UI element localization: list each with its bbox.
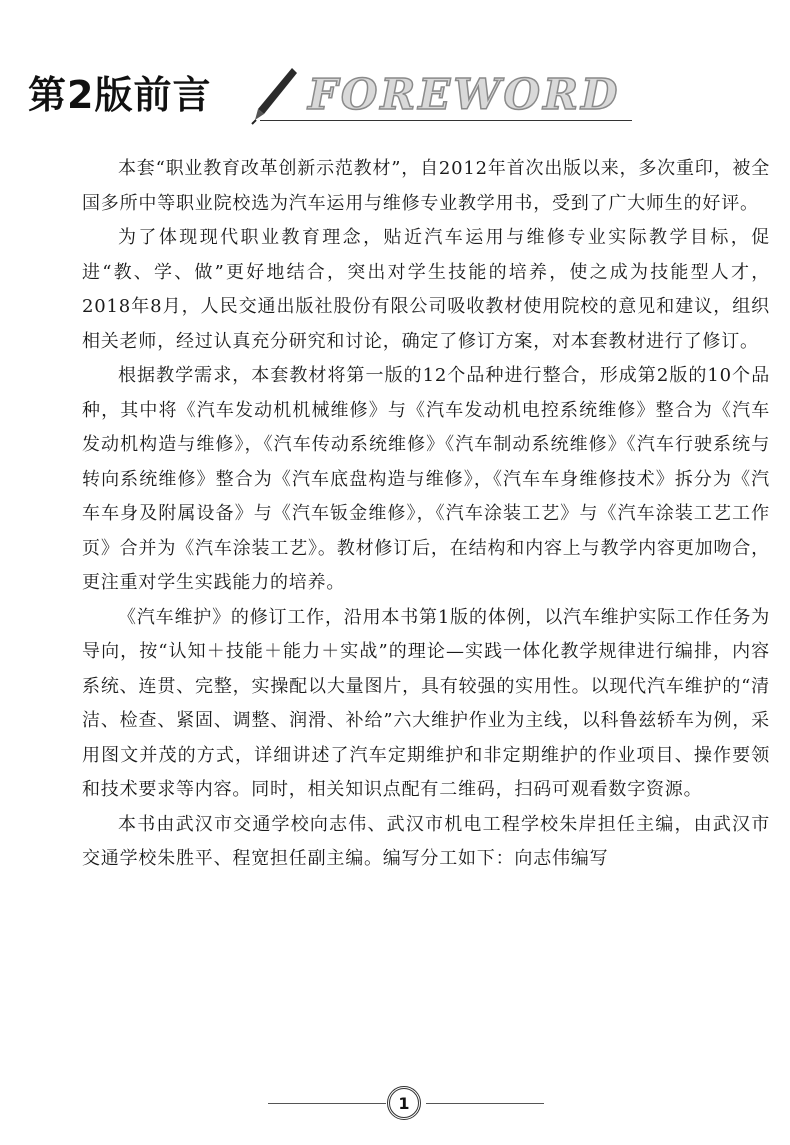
paragraph-1: 本套“职业教育改革创新示范教材”，自2012年首次出版以来，多次重印，被全国多所中等职业院校选为汽车运用与维修专业教学用书，受到了广大师生的好评。 bbox=[82, 158, 770, 214]
page-number: 1 bbox=[387, 1086, 421, 1120]
chapter-title-english: FOREWORD bbox=[308, 70, 621, 119]
paragraph-5: 本书由武汉市交通学校向志伟、武汉市机电工程学校朱岸担任主编，由武汉市交通学校朱胜平、程宽担任副主编。编写分工如下：向志伟编写 bbox=[82, 813, 770, 869]
paragraph-2: 为了体现现代职业教育理念，贴近汽车运用与维修专业实际教学目标，促进“教、学、做”更好地结合，突出对学生技能的培养，使之成为技能型人才，2018年8月，人民交通出版社股份有限公司吸收教材使用院校的意见和建议，组织相关老师，经过认真充分研究和讨论，确定了修订方案，对本套教材进行了修订。 bbox=[82, 227, 770, 352]
page-footer bbox=[240, 1082, 560, 1122]
chapter-title: 第2版前言 bbox=[28, 73, 212, 117]
title-underline bbox=[260, 120, 632, 121]
page-header bbox=[28, 56, 621, 136]
foreword-body bbox=[82, 152, 770, 877]
paragraph-3: 根据教学需求，本套教材将第一版的12个品种进行整合，形成第2版的10个品种，其中将《汽车发动机机械维修》与《汽车发动机电控系统维修》整合为《汽车发动机构造与维修》，《汽车传动系统维修》《汽车制动系统维修》《汽车行驶系统与转向系统维修》整合为《汽车底盘构造与维修》，《汽车车身维修技术》拆分为《汽车车身及附属设备》与《汽车钣金维修》，《汽车涂装工艺》与《汽车涂装工艺工作页》合并为《汽车涂装工艺》。教材修订后，在结构和内容上与教学内容更加吻合，更注重对学生实践能力的培养。 bbox=[82, 365, 770, 593]
footer-rule-left bbox=[268, 1103, 386, 1104]
footer-rule-right bbox=[426, 1103, 544, 1104]
pen-icon bbox=[250, 64, 300, 126]
paragraph-4: 《汽车维护》的修订工作，沿用本书第1版的体例，以汽车维护实际工作任务为导向，按“认知＋技能＋能力＋实战”的理论—实践一体化教学规律进行编排，内容系统、连贯、完整，实操配以大量图片，具有较强的实用性。以现代汽车维护的“清洁、检查、紧固、调整、润滑、补给”六大维护作业为主线，以科鲁兹轿车为例，采用图文并茂的方式，详细讲述了汽车定期维护和非定期维护的作业项目、操作要领和技术要求等内容。同时，相关知识点配有二维码，扫码可观看数字资源。 bbox=[82, 606, 770, 800]
